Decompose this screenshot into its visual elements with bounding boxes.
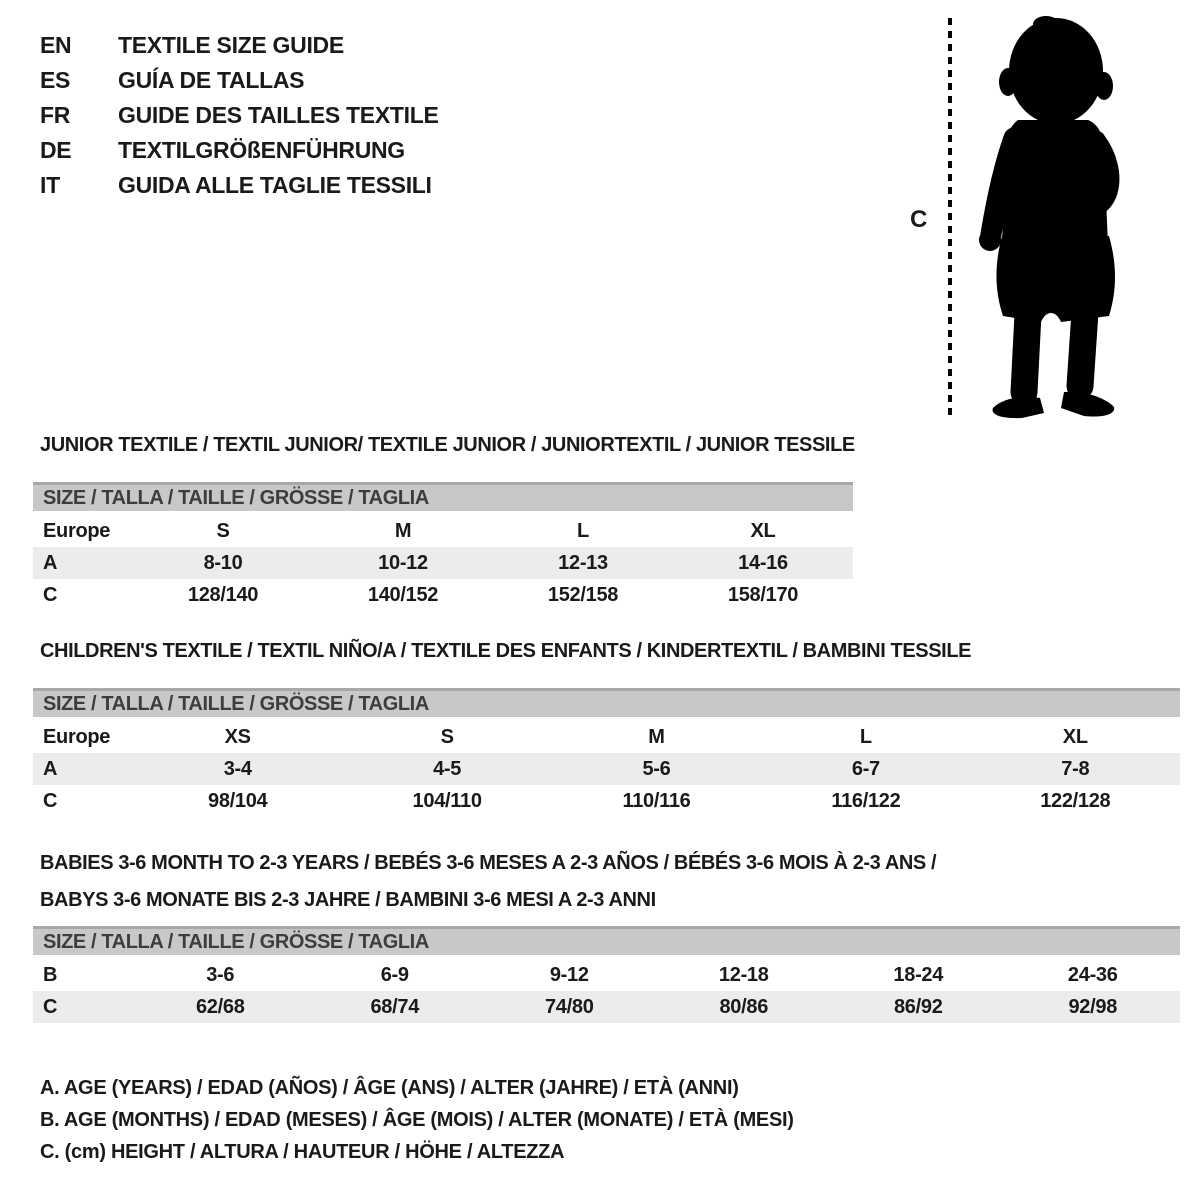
babies-size-table [33, 926, 1180, 1023]
junior-size-table [33, 482, 853, 611]
height-cell: 110/116 [622, 790, 691, 812]
months-cell: 3-6 [206, 964, 235, 986]
page-title-en: TEXTILE SIZE GUIDE [118, 32, 344, 58]
footnote-age-years: A. AGE (YEARS) / EDAD (AÑOS) / ÂGE (ANS) / ALTER (JAHRE) / ETÀ (ANNI) [40, 1077, 739, 1099]
language-code-fr: FR [40, 102, 71, 128]
children-section-heading: CHILDREN'S TEXTILE / TEXTIL NIÑO/A / TEXTILE DES ENFANTS / KINDERTEXTIL / BAMBINI TESSILE [40, 640, 972, 662]
height-measure-label: C [910, 206, 928, 233]
height-cell: 140/152 [367, 584, 439, 606]
size-cell: M [394, 520, 412, 542]
height-cell: 104/110 [412, 790, 482, 812]
row-label: A [43, 758, 58, 780]
page-title-it: GUIDA ALLE TAGLIE TESSILI [118, 172, 432, 198]
height-cell: 128/140 [187, 584, 259, 606]
language-row-fr [40, 98, 439, 133]
language-title-list [40, 28, 439, 203]
age-cell: 3-4 [223, 758, 252, 780]
babies-row-months [33, 959, 1180, 991]
size-cell: L [859, 726, 872, 748]
page-title-es: GUÍA DE TALLAS [118, 67, 305, 93]
height-cell: 80/86 [719, 996, 769, 1018]
height-cell: 98/104 [208, 790, 268, 812]
months-cell: 9-12 [549, 964, 589, 986]
height-cell: 158/170 [727, 584, 799, 606]
babies-row-height [33, 991, 1180, 1023]
row-label: C [43, 996, 58, 1018]
age-cell: 8-10 [203, 552, 243, 574]
size-cell: XL [1062, 726, 1088, 748]
age-cell: 5-6 [642, 758, 671, 780]
page-title-de: TEXTILGRÖßENFÜHRUNG [118, 137, 405, 163]
height-cell: 92/98 [1068, 996, 1118, 1018]
row-label: C [43, 584, 58, 606]
babies-heading-line2: BABYS 3-6 MONATE BIS 2-3 JAHRE / BAMBINI 3-6 MESI A 2-3 ANNI [40, 889, 656, 911]
months-cell: 24-36 [1067, 964, 1118, 986]
row-label: B [43, 964, 58, 986]
junior-row-europe [33, 515, 853, 547]
footnote-height-cm: C. (cm) HEIGHT / ALTURA / HAUTEUR / HÖHE / ALTEZZA [40, 1141, 565, 1163]
size-cell: M [648, 726, 665, 748]
size-cell: S [216, 520, 230, 542]
size-cell: S [440, 726, 454, 748]
language-code-en: EN [40, 32, 72, 58]
junior-row-age [33, 547, 853, 579]
junior-size-header-bar: SIZE / TALLA / TAILLE / GRÖSSE / TAGLIA [33, 482, 853, 511]
row-label: C [43, 790, 58, 812]
height-cell: 86/92 [893, 996, 943, 1018]
height-cell: 62/68 [195, 996, 245, 1018]
months-cell: 6-9 [380, 964, 409, 986]
language-code-es: ES [40, 67, 71, 93]
children-size-header-bar: SIZE / TALLA / TAILLE / GRÖSSE / TAGLIA [33, 688, 1180, 717]
language-code-de: DE [40, 137, 72, 163]
children-row-height [33, 785, 1180, 817]
age-cell: 12-13 [558, 552, 608, 574]
babies-section-heading [40, 845, 1160, 919]
age-cell: 7-8 [1061, 758, 1090, 780]
months-cell: 18-24 [893, 964, 944, 986]
junior-row-height [33, 579, 853, 611]
children-row-europe [33, 721, 1180, 753]
age-cell: 14-16 [738, 552, 788, 574]
language-row-it [40, 168, 439, 203]
age-cell: 10-12 [378, 552, 428, 574]
age-cell: 6-7 [851, 758, 880, 780]
height-cell: 152/158 [547, 584, 619, 606]
children-size-table [33, 688, 1180, 817]
toddler-silhouette-icon [958, 14, 1148, 419]
size-cell: XS [224, 726, 251, 748]
size-cell: XL [750, 520, 776, 542]
children-row-age [33, 753, 1180, 785]
page-title-fr: GUIDE DES TAILLES TEXTILE [118, 102, 439, 128]
row-label: A [43, 552, 58, 574]
footnotes [40, 1072, 794, 1168]
age-cell: 4-5 [433, 758, 462, 780]
height-cell: 116/122 [831, 790, 901, 812]
footnote-age-months: B. AGE (MONTHS) / EDAD (MESES) / ÂGE (MOIS) / ALTER (MONATE) / ETÀ (MESI) [40, 1109, 794, 1131]
height-cell: 68/74 [370, 996, 420, 1018]
language-code-it: IT [40, 172, 60, 198]
height-measure-dashed-line [948, 18, 952, 416]
junior-section-heading: JUNIOR TEXTILE / TEXTIL JUNIOR/ TEXTILE JUNIOR / JUNIORTEXTIL / JUNIOR TESSILE [40, 434, 855, 456]
babies-heading-line1: BABIES 3-6 MONTH TO 2-3 YEARS / BEBÉS 3-6 MESES A 2-3 AÑOS / BÉBÉS 3-6 MOIS À 2-3 ANS / [40, 852, 937, 874]
row-label: Europe [43, 726, 111, 748]
babies-size-header-bar: SIZE / TALLA / TAILLE / GRÖSSE / TAGLIA [33, 926, 1180, 955]
language-row-de [40, 133, 439, 168]
height-cell: 74/80 [544, 996, 594, 1018]
size-cell: L [577, 520, 589, 542]
months-cell: 12-18 [718, 964, 769, 986]
row-label: Europe [43, 520, 111, 542]
language-row-es [40, 63, 439, 98]
language-row-en [40, 28, 439, 63]
height-cell: 122/128 [1040, 790, 1111, 812]
